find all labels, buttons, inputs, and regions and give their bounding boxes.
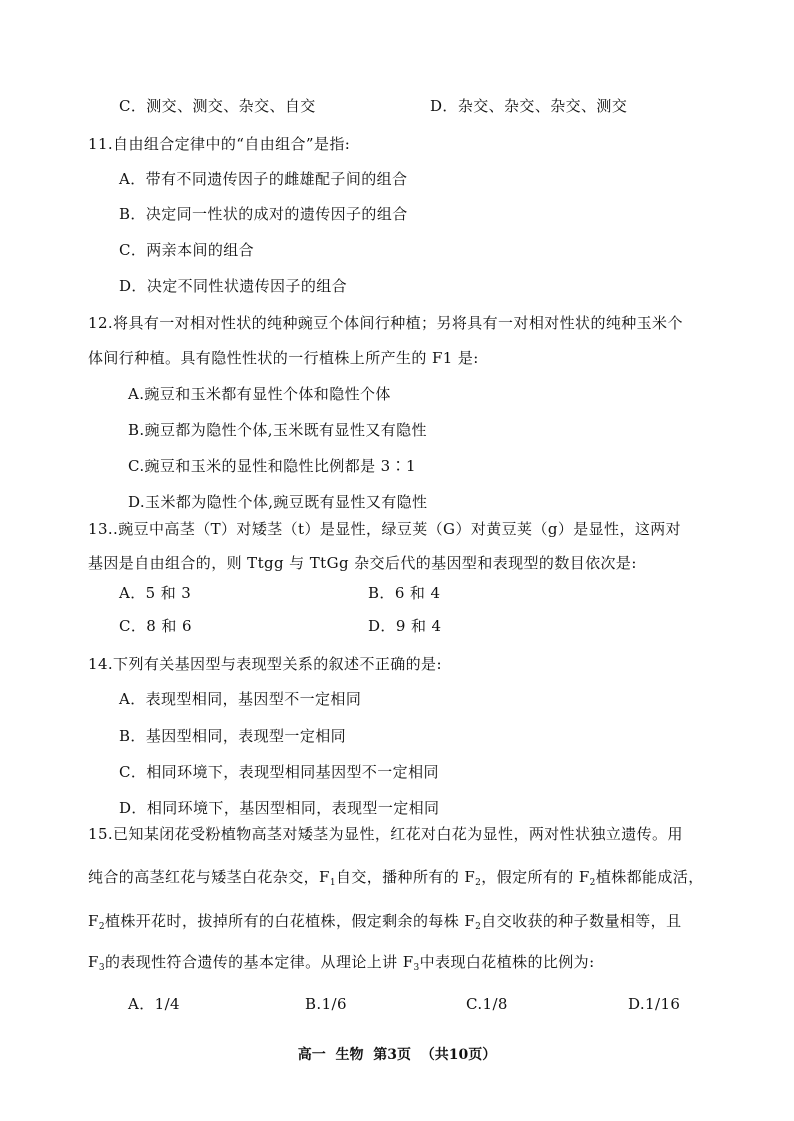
q15-option-d: D.1/16 <box>628 995 681 1013</box>
q13-option-d: D．9 和 4 <box>368 617 442 635</box>
q14-option-c: C．相同环境下，表现型相同基因型不一定相同 <box>119 763 439 781</box>
q13-option-b: B．6 和 4 <box>368 584 441 602</box>
q12-option-c: C.豌豆和玉米的显性和隐性比例都是 3∶1 <box>128 457 416 475</box>
q10-option-d: D．杂交、杂交、杂交、测交 <box>430 97 628 115</box>
q11-option-a: A．带有不同遗传因子的雌雄配子间的组合 <box>119 170 408 188</box>
q15-stem-line3: $F_2$植株开花时，拔掉所有的白花植株，假定剩余的每株 $F_2$自交收获的种子数量相等，且 <box>88 912 682 932</box>
q11-option-d: D．决定不同性状遗传因子的组合 <box>119 277 348 295</box>
q14-stem: 14.下列有关基因型与表现型关系的叙述不正确的是: <box>88 655 442 673</box>
q15-stem-line2: 纯合的高茎红花与矮茎白花杂交，$F_1$自交，播种所有的 $F_2$，假定所有的 $F_2$植株都能成活， <box>88 868 704 888</box>
q14-option-d: D．相同环境下，基因型相同，表现型一定相同 <box>119 799 440 817</box>
q14-option-a: A．表现型相同，基因型不一定相同 <box>119 690 362 708</box>
q13-option-a: A．5 和 3 <box>119 584 192 602</box>
q12-option-d: D.玉米都为隐性个体,豌豆既有显性又有隐性 <box>128 493 428 511</box>
q12-stem-line1: 12.将具有一对相对性状的纯种豌豆个体间行种植；另将具有一对相对性状的纯种玉米个 <box>88 314 683 332</box>
q15-stem-line4: $F_3$的表现性符合遗传的基本定律。从理论上讲 $F_3$中表现白花植株的比例为: <box>88 953 595 973</box>
q13-stem-line1: 13..豌豆中高茎（T）对矮茎（t）是显性，绿豆荚（G）对黄豆荚（g）是显性，这两对 <box>88 520 682 538</box>
q13-option-c: C．8 和 6 <box>119 617 192 635</box>
q15-option-c: C.1/8 <box>466 995 508 1013</box>
q12-option-b: B.豌豆都为隐性个体,玉米既有显性又有隐性 <box>128 421 427 439</box>
q11-option-c: C．两亲本间的组合 <box>119 241 255 259</box>
q14-option-b: B．基因型相同，表现型一定相同 <box>119 727 347 745</box>
q15-option-b: B.1/6 <box>305 995 347 1013</box>
q12-stem-line2: 体间行种植。具有隐性性状的一行植株上所产生的 F1 是: <box>88 349 479 367</box>
q11-option-b: B．决定同一性状的成对的遗传因子的组合 <box>119 205 408 223</box>
q10-option-c: C．测交、测交、杂交、自交 <box>119 97 316 115</box>
q12-option-a: A.豌豆和玉米都有显性个体和隐性个体 <box>128 385 391 403</box>
page-footer: 高一 生物 第3页 （共10页） <box>297 1047 497 1063</box>
q15-stem-line1: 15.已知某闭花受粉植物高茎对矮茎为显性，红花对白花为显性，两对性状独立遗传。用 <box>88 825 683 843</box>
q11-stem: 11.自由组合定律中的“自由组合”是指: <box>88 135 351 153</box>
q13-stem-line2: 基因是自由组合的，则 Ttgg 与 TtGg 杂交后代的基因型和表现型的数目依次是: <box>88 554 637 572</box>
q15-option-a: A．1/4 <box>128 995 180 1013</box>
